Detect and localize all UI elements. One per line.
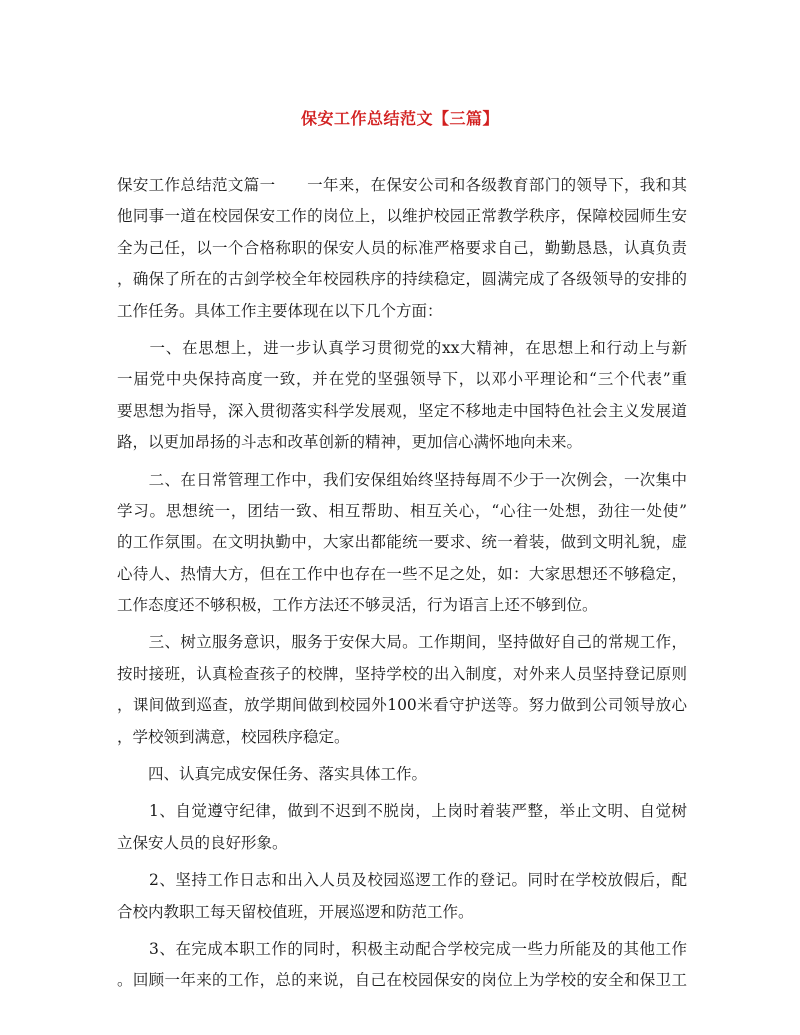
body-line: 1、自觉遵守纪律，做到不迟到不脱岗，上岗时着装严整，举止文明、自觉树 xyxy=(117,802,687,821)
body-line: 按时接班，认真检查孩子的校牌，坚持学校的出入制度，对外来人员坚持登记原则 xyxy=(117,664,687,683)
body-line: ，学校领到满意，校园秩序稳定。 xyxy=(117,727,350,746)
body-line: 他同事一道在校园保安工作的岗位上，以维护校园正常教学秩序，保障校园师生安 xyxy=(117,207,687,226)
body-line: 一、在思想上，进一步认真学习贯彻党的xx大精神，在思想上和行动上与新 xyxy=(117,338,687,357)
body-line: 立保安人员的良好形象。 xyxy=(117,833,288,852)
body-line: 四、认真完成安保任务、落实具体工作。 xyxy=(117,765,428,784)
body-line: ，确保了所在的古剑学校全年校园秩序的持续稳定，圆满完成了各级领导的安排的 xyxy=(117,270,687,289)
body-line: 二、在日常管理工作中，我们安保组始终坚持每周不少于一次例会，一次集中 xyxy=(117,470,687,489)
body-line: 心待人、热情大方，但在工作中也存在一些不足之处，如：大家思想还不够稳定， xyxy=(117,564,687,583)
body-line: 三、树立服务意识，服务于安保大局。工作期间，坚持做好自己的常规工作， xyxy=(117,633,687,652)
body-line: 工作态度还不够积极，工作方法还不够灵活，行为语言上还不够到位。 xyxy=(117,596,598,615)
body-line: 工作任务。具体工作主要体现在以下几个方面： xyxy=(117,301,443,320)
body-line: 路，以更加昂扬的斗志和改革创新的精神，更加信心满怀地向未来。 xyxy=(117,433,583,452)
body-line: 。回顾一年来的工作，总的来说，自己在校园保安的岗位上为学校的安全和保卫工 xyxy=(117,971,687,990)
document-title: 保安工作总结范文【三篇】 xyxy=(300,109,499,128)
body-line: 的工作氛围。在文明执勤中，大家出都能统一要求、统一着装，做到文明礼貌，虚 xyxy=(117,533,687,552)
document-body xyxy=(117,170,687,997)
body-line: 2、坚持工作日志和出入人员及校园巡逻工作的登记。同时在学校放假后，配 xyxy=(117,871,687,890)
body-line: 保安工作总结范文篇一 一年来，在保安公司和各级教育部门的领导下，我和其 xyxy=(117,176,687,194)
body-line: ，课间做到巡查，放学期间做到校园外100米看守护送等。努力做到公司领导放心 xyxy=(117,696,687,715)
body-line: 3、在完成本职工作的同时，积极主动配合学校完成一些力所能及的其他工作 xyxy=(117,939,687,958)
body-line: 合校内教职工每天留校值班，开展巡逻和防范工作。 xyxy=(117,902,474,921)
body-line: 要思想为指导，深入贯彻落实科学发展观，坚定不移地走中国特色社会主义发展道 xyxy=(117,401,687,420)
body-line: 全为己任，以一个合格称职的保安人员的标准严格要求自己，勤勤恳恳，认真负责 xyxy=(117,238,687,257)
body-line: 学习。思想统一，团结一致、相互帮助、相互关心，“心往一处想，劲往一处使” xyxy=(117,501,687,520)
body-line: 一届党中央保持高度一致，并在党的坚强领导下，以邓小平理论和“三个代表”重 xyxy=(117,370,687,389)
